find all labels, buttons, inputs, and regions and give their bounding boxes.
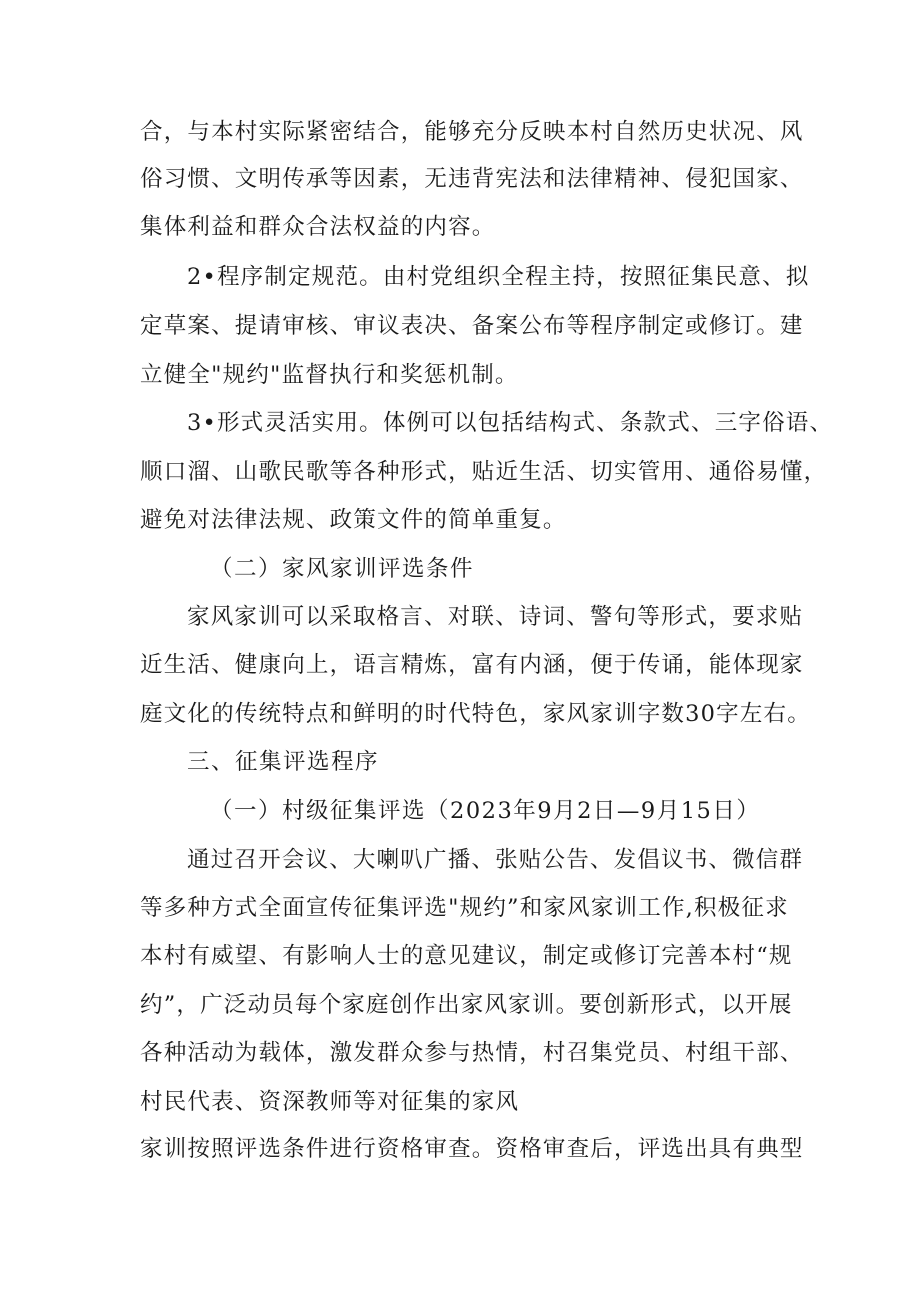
paragraph-line: 等多种方式全面宣传征集评选"规约”和家风家训工作,积极征求 — [140, 895, 789, 921]
paragraph-line: 定草案、提请审核、审议表决、备案公布等程序制定或修订。建 — [140, 313, 804, 339]
section-heading: （二）家风家训评选条件 — [210, 556, 475, 582]
paragraph-line: 家训按照评选条件进行资格审查。资格审查后，评选出具有典型 — [140, 1136, 804, 1162]
section-heading: 三、征集评选程序 — [187, 749, 380, 775]
paragraph-line: 3•形式灵活实用。体例可以包括结构式、条款式、三字俗语、 — [187, 410, 834, 436]
paragraph-line: 村民代表、资深教师等对征集的家风 — [140, 1089, 520, 1115]
paragraph-line: 避免对法律法规、政策文件的简单重复。 — [140, 507, 567, 533]
paragraph-line: 庭文化的传统特点和鲜明的时代特色，家风家训字数30字左右。 — [140, 701, 811, 727]
paragraph-line: 集体利益和群众合法权益的内容。 — [140, 214, 496, 240]
paragraph-line: 立健全"规约"监督执行和奖惩机制。 — [140, 362, 519, 388]
paragraph-line: 本村有威望、有影响人士的意见建议，制定或修订完善本村“规 — [140, 943, 793, 969]
paragraph-line: 各种活动为载体，激发群众参与热情，村召集党员、村组干部、 — [140, 1040, 804, 1066]
subsection-heading: （一）村级征集评选（2023年9月2日—9月15日） — [210, 798, 761, 824]
paragraph-line: 合，与本村实际紧密结合，能够充分反映本村自然历史状况、风 — [140, 119, 804, 145]
paragraph-line: 顺口溜、山歌民歌等各种形式，贴近生活、切实管用、通俗易懂， — [140, 459, 828, 485]
paragraph-line: 近生活、健康向上，语言精炼，富有内涵，便于传诵，能体现家 — [140, 652, 804, 678]
paragraph-line: 家风家训可以采取格言、对联、诗词、警句等形式，要求贴 — [187, 604, 804, 630]
paragraph-line: 通过召开会议、大喇叭广播、张贴公告、发倡议书、微信群 — [187, 847, 804, 873]
paragraph-line: 2•程序制定规范。由村党组织全程主持，按照征集民意、拟 — [187, 264, 810, 290]
paragraph-line: 约”，广泛动员每个家庭创作出家风家训。要创新形式，以开展 — [140, 992, 793, 1018]
paragraph-line: 俗习惯、文明传承等因素，无违背宪法和法律精神、侵犯国家、 — [140, 166, 804, 192]
